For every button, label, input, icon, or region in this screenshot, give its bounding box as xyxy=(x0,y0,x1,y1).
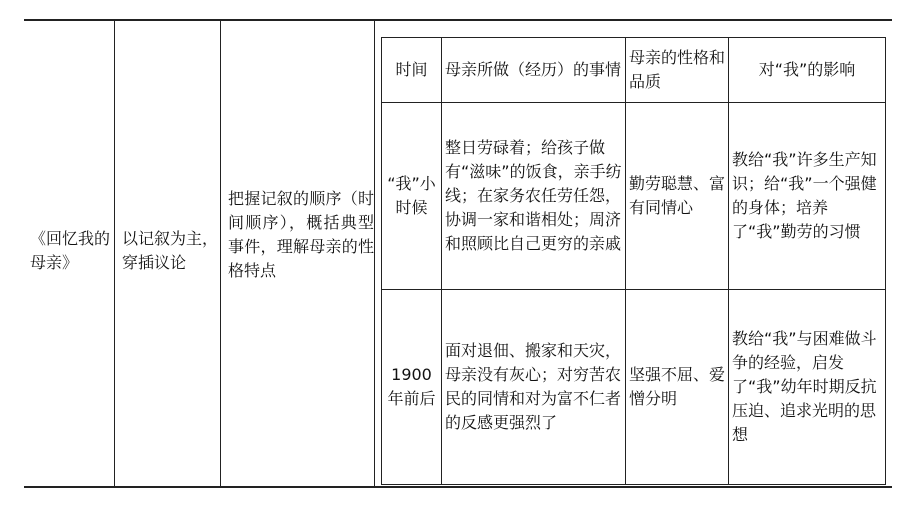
header-traits: 母亲的性格和品质 xyxy=(626,38,729,103)
table-row xyxy=(382,103,886,290)
column-divider xyxy=(114,21,115,486)
row-time: 1900年前后 xyxy=(382,290,442,485)
row-time: “我”小时候 xyxy=(382,103,442,290)
mother-analysis-table xyxy=(381,37,886,485)
writing-method-cell: 以记叙为主，穿插议论 xyxy=(122,229,219,272)
header-time: 时间 xyxy=(382,38,442,103)
table-header-row xyxy=(382,38,886,103)
column-divider xyxy=(374,21,375,486)
text-title-cell: 《回忆我的母亲》 xyxy=(30,229,111,272)
header-events: 母亲所做（经历）的事情 xyxy=(442,38,626,103)
row-impact: 教给“我”许多生产知识；给“我”一个强健的身体；培养了“我”勤劳的习惯 xyxy=(729,103,886,290)
row-events: 面对退佃、搬家和天灾，母亲没有灰心；对穷苦农民的同情和对为富不仁者的反感更强烈了 xyxy=(442,290,626,485)
column-divider xyxy=(220,21,221,486)
learning-goal-cell: 把握记叙的顺序（时间顺序），概括典型事件，理解母亲的性格特点 xyxy=(228,189,374,280)
row-impact: 教给“我”与困难做斗争的经验，启发了“我”幼年时期反抗压迫、追求光明的思想 xyxy=(729,290,886,485)
table-row xyxy=(382,290,886,485)
summary-table xyxy=(24,19,892,488)
row-events: 整日劳碌着；给孩子做有“滋味”的饭食，亲手纺线；在家务农任劳任怨，协调一家和谐相处；周济和照顾比自己更穷的亲戚 xyxy=(442,103,626,290)
row-traits: 坚强不屈、爱憎分明 xyxy=(626,290,729,485)
header-impact: 对“我”的影响 xyxy=(729,38,886,103)
row-traits: 勤劳聪慧、富有同情心 xyxy=(626,103,729,290)
